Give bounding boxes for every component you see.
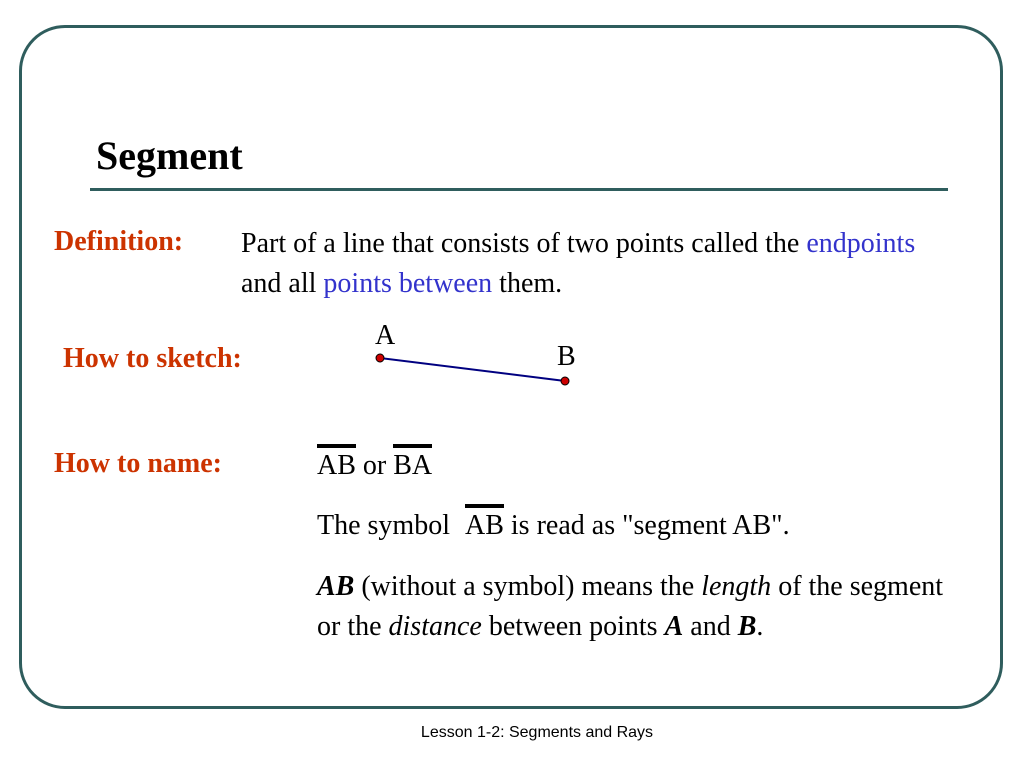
title-divider [90, 188, 948, 191]
symbol-suffix: is read as "segment AB". [510, 510, 790, 541]
length-text-1: (without a symbol) means the [361, 571, 695, 602]
point-a-ref: A [664, 611, 684, 642]
or-word: or [362, 450, 387, 481]
point-b-dot [561, 377, 569, 385]
point-a-dot [376, 354, 384, 362]
name-label: How to name: [54, 448, 222, 479]
term-endpoints: endpoints [806, 228, 916, 259]
definition-text-1: Part of a line that consists of two points called the [241, 228, 800, 259]
segment-names [317, 450, 432, 482]
and-word: and [690, 611, 731, 642]
length-text-3: between points [488, 611, 658, 642]
symbol-ab-notation: AB [465, 510, 504, 541]
point-b-label: B [557, 341, 576, 372]
symbol-prefix: The symbol [317, 510, 450, 541]
definition-text-3: them. [499, 268, 563, 299]
distance-word: distance [388, 611, 482, 642]
definition-label: Definition: [54, 226, 184, 257]
length-explanation [317, 567, 957, 647]
segment-sketch [360, 315, 600, 405]
symbol-reading [317, 510, 790, 542]
footer-text: Lesson 1-2: Segments and Rays [420, 724, 654, 741]
term-points-between: points between [323, 268, 493, 299]
final-period: . [756, 611, 764, 642]
length-text-2: of the segment or the [317, 571, 944, 642]
point-a-label: A [375, 320, 396, 351]
length-ab: AB [317, 571, 355, 602]
definition-text [241, 224, 941, 304]
slide-title: Segment [96, 133, 243, 178]
segment-line [380, 358, 565, 381]
segment-ab-notation: AB [317, 450, 356, 481]
point-b-ref: B [737, 611, 757, 642]
length-word: length [701, 571, 772, 602]
segment-ba-notation: BA [393, 450, 433, 481]
definition-text-2: and all [241, 268, 317, 299]
sketch-label: How to sketch: [63, 343, 242, 374]
